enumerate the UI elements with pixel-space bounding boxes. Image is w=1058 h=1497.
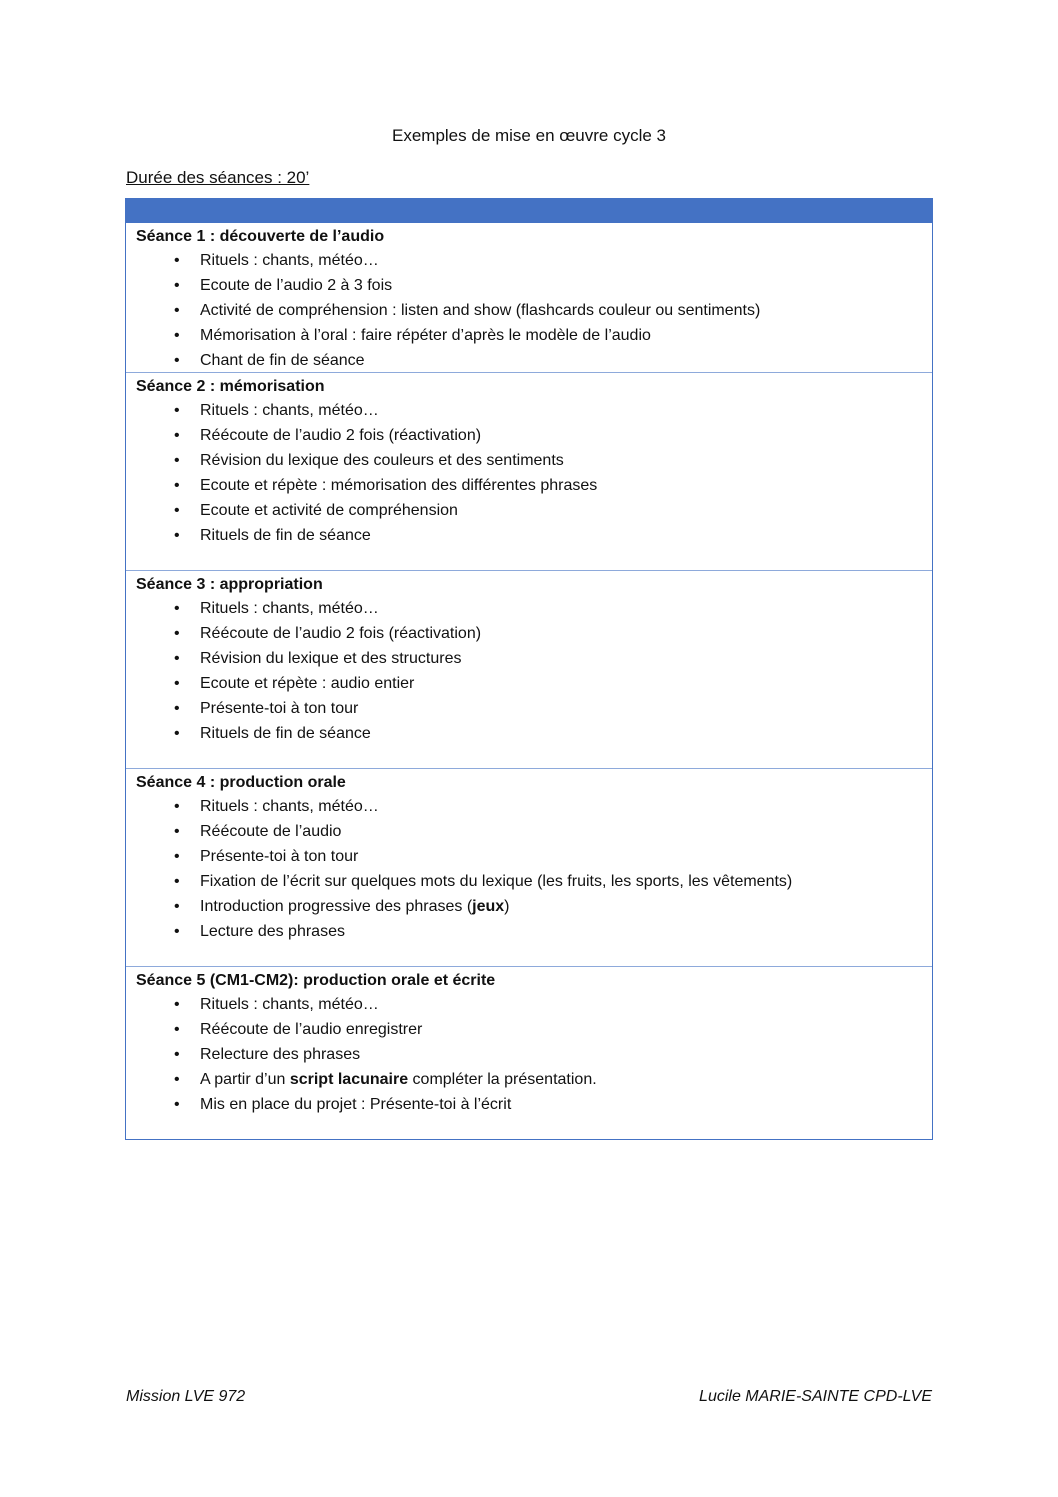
session-row xyxy=(126,570,932,768)
bullet-icon: • xyxy=(174,451,180,469)
item-text: Introduction progressive des phrases ( xyxy=(200,897,473,915)
item-text: Mis en place du projet : Présente-toi à l’écrit xyxy=(200,1095,512,1113)
list-item xyxy=(136,993,922,1018)
item-text: Ecoute et répète : mémorisation des différentes phrases xyxy=(200,476,598,494)
item-text: Présente-toi à ton tour xyxy=(200,699,359,717)
session-items xyxy=(136,993,922,1118)
item-text: Réécoute de l’audio enregistrer xyxy=(200,1020,423,1038)
item-text: Ecoute et activité de compréhension xyxy=(200,501,458,519)
item-text: Relecture des phrases xyxy=(200,1045,361,1063)
session-title: Séance 4 : production orale xyxy=(136,774,346,791)
list-item xyxy=(136,249,922,274)
item-text: Mémorisation à l’oral : faire répéter d’après le modèle de l’audio xyxy=(200,326,651,344)
table-header-band xyxy=(126,198,932,223)
item-text: Fixation de l’écrit sur quelques mots du lexique (les fruits, les sports, les vêtements) xyxy=(200,872,793,890)
list-item xyxy=(136,1093,922,1118)
item-text: Activité de compréhension : listen and show (flashcards couleur ou sentiments) xyxy=(200,301,761,319)
item-text: Rituels : chants, météo… xyxy=(200,600,379,617)
bullet-icon: • xyxy=(174,402,180,419)
item-text: Chant de fin de séance xyxy=(200,351,365,369)
list-item xyxy=(136,274,922,299)
list-item xyxy=(136,845,922,870)
session-items xyxy=(136,597,922,746)
bullet-icon: • xyxy=(174,1095,180,1113)
sessions-body xyxy=(126,223,932,1139)
bullet-icon: • xyxy=(174,501,180,519)
list-item xyxy=(136,324,922,349)
bullet-icon: • xyxy=(174,822,180,840)
list-item xyxy=(136,1043,922,1068)
list-item xyxy=(136,870,922,895)
bullet-icon: • xyxy=(174,351,180,369)
item-text: Rituels : chants, météo… xyxy=(200,798,379,815)
session-items xyxy=(136,249,922,374)
session-row xyxy=(126,768,932,966)
item-text: Rituels de fin de séance xyxy=(200,526,371,544)
list-item xyxy=(136,672,922,697)
item-text: Rituels : chants, météo… xyxy=(200,252,379,269)
list-item xyxy=(136,820,922,845)
bullet-icon: • xyxy=(174,526,180,544)
session-row xyxy=(126,372,932,570)
session-items xyxy=(136,399,922,548)
item-text: Réécoute de l’audio 2 fois (réactivation) xyxy=(200,624,482,642)
item-text: Ecoute de l’audio 2 à 3 fois xyxy=(200,276,393,294)
list-item xyxy=(136,697,922,722)
page-title: Exemples de mise en œuvre cycle 3 xyxy=(392,126,666,145)
bullet-icon: • xyxy=(174,1020,180,1038)
session-title: Séance 3 : appropriation xyxy=(136,576,323,593)
session-row xyxy=(126,223,932,372)
list-item xyxy=(136,795,922,820)
bold-text: script lacunaire xyxy=(289,1070,409,1088)
list-item xyxy=(136,920,922,945)
bullet-icon: • xyxy=(174,798,180,815)
bullet-icon: • xyxy=(174,699,180,717)
item-text: compléter la présentation. xyxy=(408,1070,597,1088)
bullet-icon: • xyxy=(174,276,180,294)
list-item xyxy=(136,597,922,622)
item-text: Rituels : chants, météo… xyxy=(200,402,379,419)
item-text: Présente-toi à ton tour xyxy=(200,847,359,865)
bullet-icon: • xyxy=(174,897,180,915)
list-item xyxy=(136,1068,922,1093)
list-item xyxy=(136,722,922,747)
bullet-icon: • xyxy=(174,996,180,1013)
list-item xyxy=(136,449,922,474)
bullet-icon: • xyxy=(174,600,180,617)
list-item xyxy=(136,399,922,424)
session-title: Séance 5 (CM1-CM2): production orale et écrite xyxy=(136,972,496,989)
item-text: Réécoute de l’audio 2 fois (réactivation) xyxy=(200,426,482,444)
bullet-icon: • xyxy=(174,1070,180,1088)
list-item xyxy=(136,1018,922,1043)
item-text: Révision du lexique et des structures xyxy=(200,649,462,667)
bullet-icon: • xyxy=(174,476,180,494)
bullet-icon: • xyxy=(174,326,180,344)
bullet-icon: • xyxy=(174,252,180,269)
item-text: A partir d’un xyxy=(200,1070,290,1088)
item-text: Rituels de fin de séance xyxy=(200,724,371,742)
item-text: Lecture des phrases xyxy=(200,922,345,940)
bullet-icon: • xyxy=(174,724,180,742)
list-item xyxy=(136,647,922,672)
item-text: Réécoute de l’audio xyxy=(200,822,342,840)
item-text: Révision du lexique des couleurs et des sentiments xyxy=(200,451,564,469)
sessions-table xyxy=(125,198,933,1140)
item-text: Ecoute et répète : audio entier xyxy=(200,674,415,692)
footer-left: Mission LVE 972 xyxy=(126,1388,246,1405)
duration-heading: Durée des séances : 20’ xyxy=(126,168,310,187)
bullet-icon: • xyxy=(174,674,180,692)
bullet-icon: • xyxy=(174,624,180,642)
session-title: Séance 2 : mémorisation xyxy=(136,378,325,395)
session-row xyxy=(126,966,932,1139)
bullet-icon: • xyxy=(174,872,180,890)
list-item xyxy=(136,499,922,524)
session-title: Séance 1 : découverte de l’audio xyxy=(136,228,385,245)
list-item xyxy=(136,349,922,374)
footer-right: Lucile MARIE-SAINTE CPD-LVE xyxy=(699,1388,932,1405)
item-text: Rituels : chants, météo… xyxy=(200,996,379,1013)
list-item xyxy=(136,895,922,920)
list-item xyxy=(136,299,922,324)
bullet-icon: • xyxy=(174,922,180,940)
list-item xyxy=(136,474,922,499)
bold-text: jeux xyxy=(472,897,505,915)
bullet-icon: • xyxy=(174,847,180,865)
list-item xyxy=(136,524,922,549)
bullet-icon: • xyxy=(174,649,180,667)
item-text: ) xyxy=(504,897,510,915)
bullet-icon: • xyxy=(174,1045,180,1063)
bullet-icon: • xyxy=(174,426,180,444)
session-items xyxy=(136,795,922,944)
list-item xyxy=(136,424,922,449)
bullet-icon: • xyxy=(174,301,180,319)
list-item xyxy=(136,622,922,647)
